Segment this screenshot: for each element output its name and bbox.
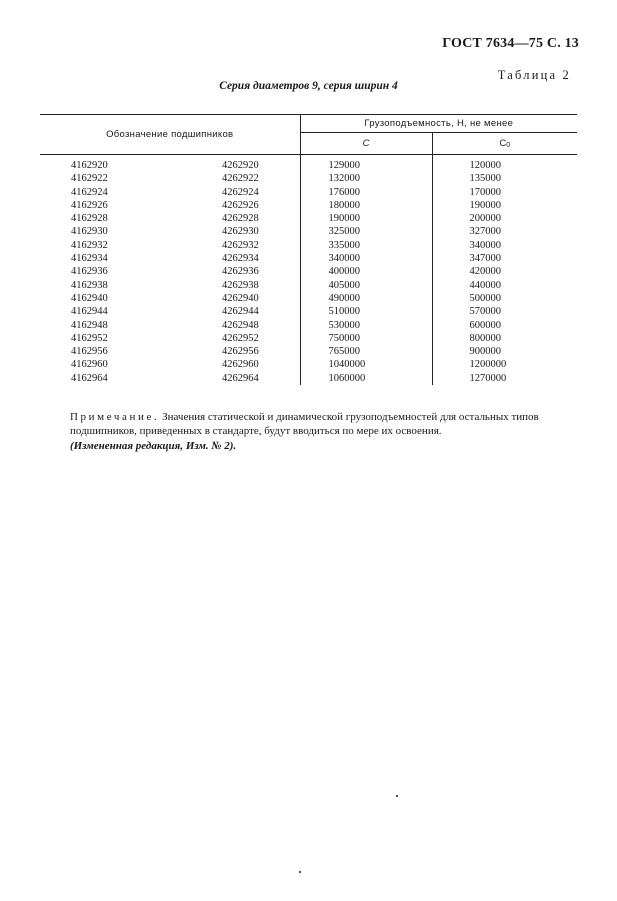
table-row — [40, 252, 577, 265]
cell-dynamic-capacity: 510000 — [300, 305, 432, 318]
cell-designation-4262: 4262940 — [164, 292, 300, 305]
bearing-capacity-table — [40, 114, 577, 385]
cell-static-capacity: 170000 — [469, 186, 501, 198]
scan-speck — [299, 871, 301, 873]
cell-static-capacity: 120000 — [469, 160, 501, 171]
cell-designation-4262: 4262930 — [164, 225, 300, 238]
cell-designation-4262: 4262960 — [164, 358, 300, 371]
note-label: Примечание. — [70, 411, 160, 423]
cell-dynamic-capacity: 400000 — [300, 265, 432, 278]
cell-dynamic-capacity: 132000 — [300, 172, 432, 185]
cell-designation-4162: 4162960 — [71, 359, 108, 371]
cell-designation-4162: 4162934 — [71, 253, 108, 265]
table-number-label: Таблица 2 — [497, 68, 571, 82]
header-static-capacity-symbol: C — [499, 138, 507, 149]
cell-designation-4262: 4262922 — [164, 172, 300, 185]
cell-static-capacity: 1270000 — [469, 372, 507, 384]
cell-designation-4262: 4262956 — [164, 345, 300, 358]
table-row — [40, 212, 577, 225]
cell-dynamic-capacity: 325000 — [300, 225, 432, 238]
header-static-capacity — [432, 133, 577, 155]
cell-designation-4262: 4262920 — [164, 155, 300, 173]
cell-static-capacity: 420000 — [469, 266, 501, 278]
cell-designation-4162: 4162926 — [71, 199, 108, 211]
standard-reference: ГОСТ 7634—75 С. 13 — [442, 36, 579, 51]
table-row — [40, 155, 577, 173]
cell-static-capacity: 440000 — [469, 279, 501, 291]
table-row — [40, 332, 577, 345]
cell-dynamic-capacity: 335000 — [300, 239, 432, 252]
series-title: Серия диаметров 9, серия ширин 4 — [219, 80, 398, 92]
cell-static-capacity: 347000 — [469, 253, 501, 265]
cell-designation-4262: 4262948 — [164, 319, 300, 332]
cell-designation-4262: 4262952 — [164, 332, 300, 345]
cell-dynamic-capacity: 129000 — [300, 155, 432, 173]
table-row — [40, 199, 577, 212]
cell-dynamic-capacity: 190000 — [300, 212, 432, 225]
table-row — [40, 172, 577, 185]
cell-static-capacity: 340000 — [469, 239, 501, 251]
cell-static-capacity: 900000 — [469, 346, 501, 358]
cell-static-capacity: 570000 — [469, 306, 501, 318]
table-row — [40, 292, 577, 305]
cell-dynamic-capacity: 750000 — [300, 332, 432, 345]
cell-designation-4162: 4162940 — [71, 292, 108, 304]
bearing-capacity-table-container — [40, 114, 577, 385]
cell-static-capacity: 500000 — [469, 292, 501, 304]
note-text-line2: подшипников, приведенных в стандарте, будут вводиться по мере их освоения. — [70, 425, 442, 437]
table-body — [40, 155, 577, 386]
cell-designation-4262: 4262926 — [164, 199, 300, 212]
cell-designation-4262: 4262928 — [164, 212, 300, 225]
header-bearing-designation: Обозначение подшипников — [40, 115, 300, 155]
cell-designation-4162: 4162936 — [71, 266, 108, 278]
table-row — [40, 186, 577, 199]
cell-dynamic-capacity: 1040000 — [300, 358, 432, 371]
cell-designation-4162: 4162932 — [71, 239, 108, 251]
cell-designation-4162: 4162948 — [71, 319, 108, 331]
cell-designation-4162: 4162930 — [71, 226, 108, 238]
cell-designation-4262: 4262936 — [164, 265, 300, 278]
table-row — [40, 239, 577, 252]
cell-designation-4162: 4162964 — [71, 372, 108, 384]
cell-static-capacity: 200000 — [469, 213, 501, 225]
header-load-capacity: Грузоподъемность, Н, не менее — [300, 115, 577, 133]
cell-designation-4262: 4262934 — [164, 252, 300, 265]
table-row — [40, 225, 577, 238]
cell-designation-4162: 4162922 — [71, 173, 108, 185]
table-row — [40, 372, 577, 385]
cell-designation-4162: 4162956 — [71, 346, 108, 358]
cell-dynamic-capacity: 765000 — [300, 345, 432, 358]
cell-designation-4162: 4162928 — [71, 213, 108, 225]
cell-designation-4162: 4162952 — [71, 332, 108, 344]
cell-static-capacity: 135000 — [469, 173, 501, 185]
header-dynamic-capacity: C — [300, 133, 432, 155]
table-row — [40, 279, 577, 292]
table-row — [40, 305, 577, 318]
note-paragraph — [70, 411, 575, 425]
cell-designation-4162: 4162920 — [71, 160, 108, 171]
cell-dynamic-capacity: 176000 — [300, 186, 432, 199]
cell-designation-4162: 4162938 — [71, 279, 108, 291]
scan-speck — [396, 795, 398, 797]
table-row — [40, 345, 577, 358]
cell-dynamic-capacity: 405000 — [300, 279, 432, 292]
header-static-capacity-subscript: 0 — [506, 142, 511, 149]
table-row — [40, 265, 577, 278]
cell-static-capacity: 190000 — [469, 199, 501, 211]
cell-static-capacity: 1200000 — [469, 359, 507, 371]
table-row — [40, 319, 577, 332]
cell-static-capacity: 600000 — [469, 319, 501, 331]
table-row — [40, 358, 577, 371]
cell-static-capacity: 800000 — [469, 332, 501, 344]
cell-designation-4262: 4262944 — [164, 305, 300, 318]
cell-dynamic-capacity: 340000 — [300, 252, 432, 265]
cell-dynamic-capacity: 180000 — [300, 199, 432, 212]
cell-designation-4262: 4262924 — [164, 186, 300, 199]
cell-dynamic-capacity: 1060000 — [300, 372, 432, 385]
cell-dynamic-capacity: 530000 — [300, 319, 432, 332]
cell-static-capacity: 327000 — [469, 226, 501, 238]
cell-designation-4262: 4262964 — [164, 372, 300, 385]
cell-designation-4162: 4162924 — [71, 186, 108, 198]
cell-designation-4162: 4162944 — [71, 306, 108, 318]
note-text-line1: Значения статической и динамической грузоподъемностей для остальных типов — [159, 411, 539, 423]
cell-designation-4262: 4262938 — [164, 279, 300, 292]
cell-designation-4262: 4262932 — [164, 239, 300, 252]
cell-dynamic-capacity: 490000 — [300, 292, 432, 305]
revision-note: (Измененная редакция, Изм. № 2). — [70, 440, 237, 452]
